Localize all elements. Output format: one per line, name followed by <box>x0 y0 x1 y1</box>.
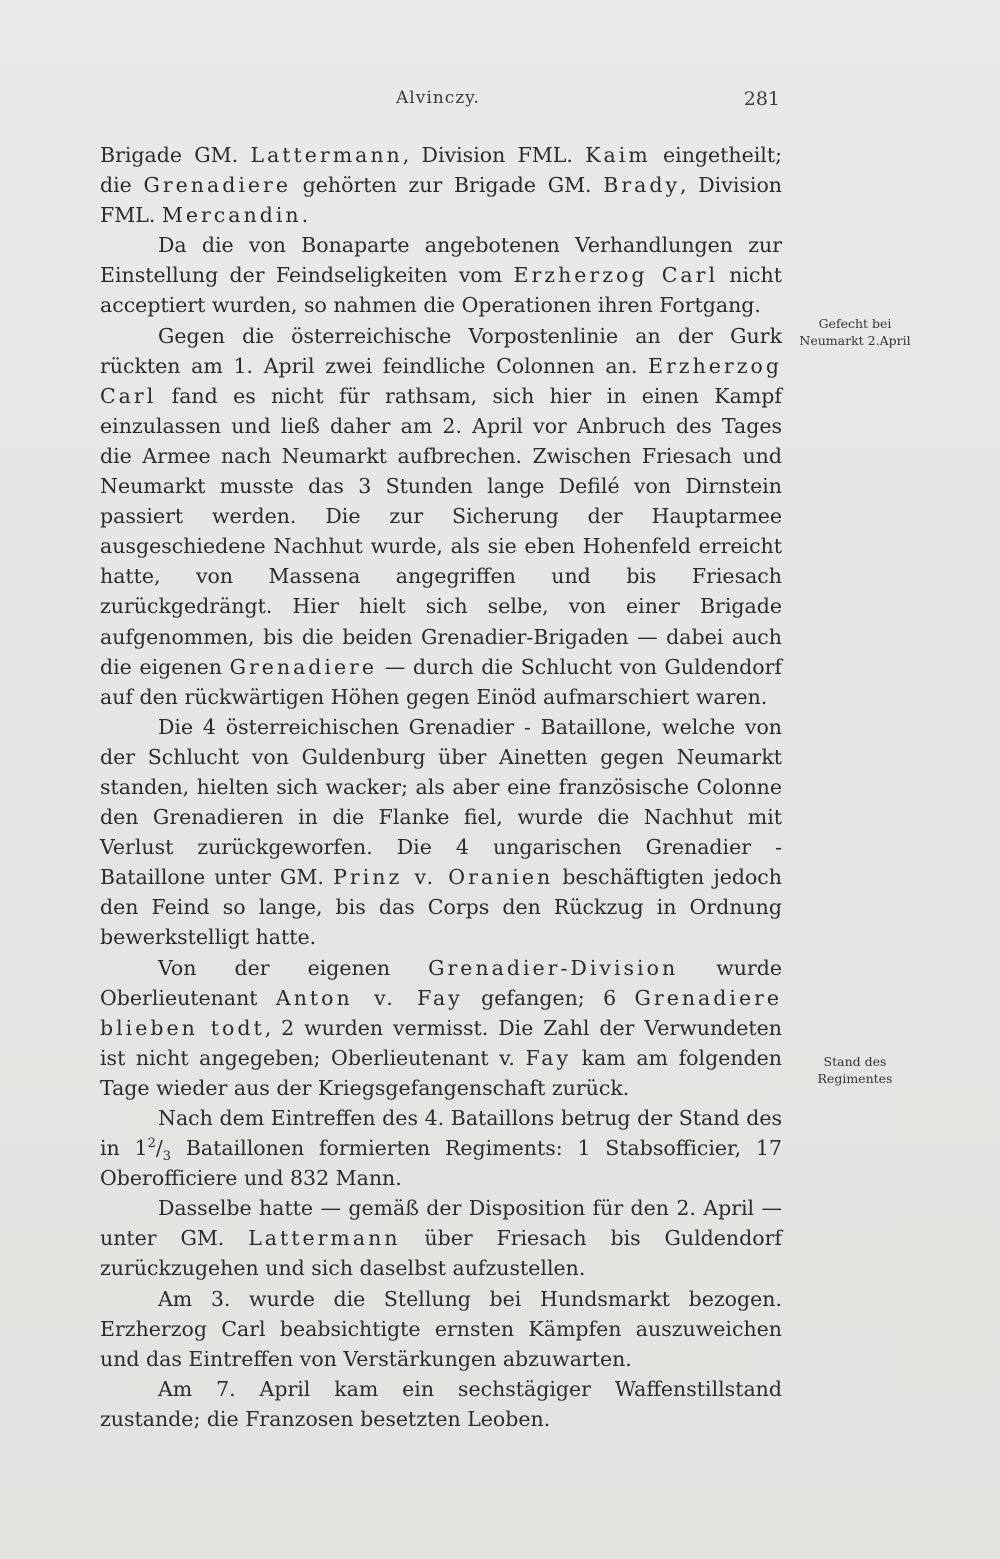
paragraph-2 <box>100 230 782 320</box>
text-run: gehörten zur Brigade GM. <box>290 173 604 198</box>
paragraph-1 <box>100 140 782 230</box>
paragraph-8 <box>100 1284 782 1374</box>
paragraph-9 <box>100 1374 782 1434</box>
name-spaced: Grenadier-Division <box>428 955 679 980</box>
text-run: Die 4 österreichischen Grenadier - Bataillone, welche von der Schlucht von Guldenburg über Ainetten gegen Neumarkt standen, hielten sich wacker; als aber eine französische Colonne den Grenadieren in die Flanke fiel, wurde die Nachhut mit Verlust zurückgeworfen. Die 4 ungarischen Grenadier - Bataillone unter GM. <box>100 714 782 890</box>
body-text <box>100 140 782 1434</box>
paragraph-3 <box>100 321 782 712</box>
text-run: Gegen die österreichische Vorpostenlinie an der Gurk rückten am 1. April zwei feindliche Colonnen an. <box>100 323 782 378</box>
text-run: Dasselbe hatte — gemäß der Disposition für den 2. April — unter GM. <box>100 1196 782 1251</box>
name-spaced: Lattermann <box>248 1226 401 1251</box>
name-spaced: Erzherzog Carl <box>100 353 782 408</box>
text-run: Bataillonen formierten Regiments: 1 Stabsofficier, 17 Oberofficiere und 832 Mann. <box>100 1136 782 1191</box>
paragraph-6 <box>100 1103 782 1193</box>
text-run: wurde Oberlieutenant <box>100 955 782 1010</box>
fraction-slash: / <box>155 1136 163 1161</box>
margin-note-line: Stand des <box>823 1054 887 1069</box>
text-run: . <box>301 203 309 228</box>
text-run: , Division FML. <box>100 173 782 228</box>
name-spaced: Grenadiere <box>143 173 291 198</box>
margin-note-gefecht <box>795 315 915 349</box>
name-spaced: Kaim <box>585 143 651 167</box>
paragraph-7 <box>100 1193 782 1283</box>
fraction-numerator: 2 <box>147 1136 156 1152</box>
margin-note-line: Gefecht bei <box>818 316 892 331</box>
name-spaced: Fay <box>525 1045 572 1070</box>
text-run: Nach dem Eintreffen des 4. Bataillons betrug der Stand des in 1 <box>100 1106 782 1161</box>
text-run: Am 3. wurde die Stellung bei Hundsmarkt bezogen. Erzherzog Carl beabsichtigte ernsten Kämpfen auszuweichen und das Eintreffen von Verstärkungen abzuwarten. <box>100 1286 782 1371</box>
text-run: kam am folgenden Tage wieder aus der Kriegsgefangenschaft zurück. <box>100 1045 782 1100</box>
fraction-denominator: 3 <box>162 1149 172 1165</box>
page-header <box>100 88 780 118</box>
name-spaced: Brady <box>603 173 681 198</box>
name-spaced: Lattermann <box>250 143 403 167</box>
text-run: fand es nicht für rathsam, sich hier in einen Kampf einzulassen und ließ daher am 2. April vor Anbruch des Tages die Armee nach Neumarkt aufbrechen. Zwischen Friesach und Neumarkt musste das 3 Stunden lange Defilé von Dirnstein passiert werden. Die zur Sicherung der Hauptarmee ausgeschiedene Nachhut wurde, als sie eben Hohenfeld erreicht hatte, von Massena angegriffen und bis Friesach zurückgedrängt. Hier hielt sich selbe, von einer Brigade aufgenommen, bis die beiden Grenadier-Brigaden — dabei auch die eigenen <box>100 383 782 679</box>
name-spaced: Grenadiere <box>229 654 378 679</box>
running-title: Alvinczy. <box>396 88 480 108</box>
paragraph-5 <box>100 953 782 1103</box>
name-spaced: Grenadiere blieben todt <box>100 985 783 1040</box>
text-run: , 2 wurden vermisst. Die Zahl der Verwundeten ist nicht angegeben; Oberlieutenant v. <box>100 1015 782 1070</box>
page-number: 281 <box>743 88 780 110</box>
text-run: — durch die Schlucht von Guldendorf auf den rückwärtigen Höhen gegen Einöd aufmarschiert waren. <box>100 654 782 709</box>
margin-note-stand <box>795 1053 915 1087</box>
text-run: nicht acceptiert wurden, so nahmen die Operationen ihren Fortgang. <box>100 263 782 318</box>
name-spaced: Anton v. Fay <box>275 985 463 1010</box>
text-run: Da die von Bonaparte angebotenen Verhandlungen zur Einstellung der Feindseligkeiten vom <box>100 233 782 288</box>
name-spaced: Erzherzog Carl <box>513 263 719 288</box>
text-run: gefangen; 6 <box>462 985 635 1010</box>
text-run: beschäftigten jedoch den Feind so lange, bis das Corps den Rückzug in Ordnung bewerkstelligt hatte. <box>100 865 782 950</box>
name-spaced: Mercandin <box>161 203 302 228</box>
text-run: Von der eigenen <box>158 955 429 980</box>
text-run: eingetheilt; die <box>100 143 782 198</box>
text-run: Am 7. April kam ein sechstägiger Waffenstillstand zustande; die Franzosen besetzten Leoben. <box>100 1376 782 1431</box>
margin-note-line: Neumarkt 2.April <box>799 333 911 348</box>
text-run: , Division FML. <box>402 143 586 167</box>
margin-note-line: Regimentes <box>817 1071 893 1086</box>
paragraph-4 <box>100 712 782 953</box>
text-run: Brigade GM. <box>100 143 251 167</box>
name-spaced: Prinz v. Oranien <box>333 865 554 890</box>
text-run: über Friesach bis Guldendorf zurückzugehen und sich daselbst aufzustellen. <box>100 1226 782 1281</box>
